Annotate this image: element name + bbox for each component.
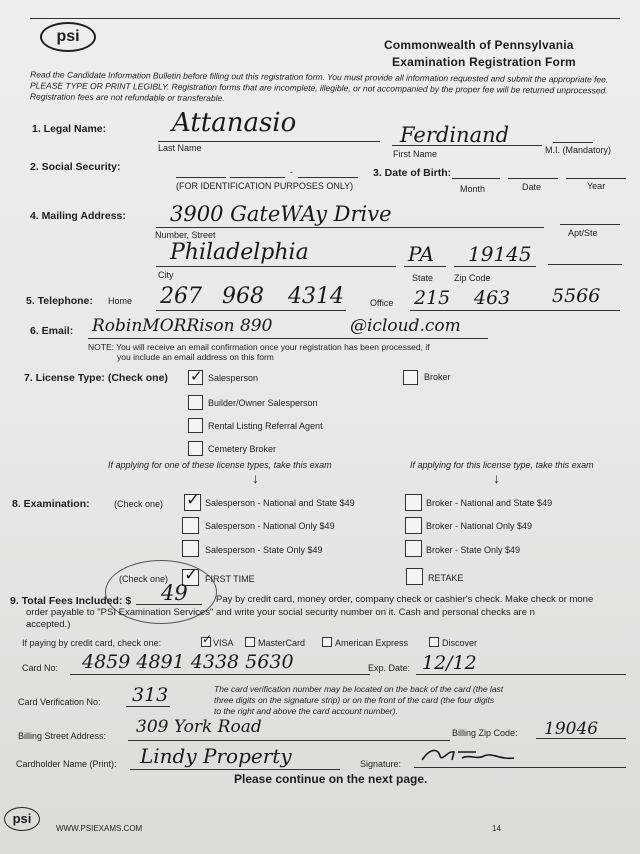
first-time-label: FIRST TIME: [205, 574, 255, 584]
fees-text-3: accepted.): [26, 619, 71, 630]
exam-option-sales-state: Salesperson - State Only $49: [205, 545, 323, 555]
home-prefix: 968: [222, 284, 264, 309]
salesperson-checkbox[interactable]: ✓: [190, 367, 203, 385]
cardholder-value: Lindy Property: [140, 744, 292, 768]
first-name-value: Ferdinand: [400, 123, 510, 147]
retake-checkbox[interactable]: [406, 568, 423, 585]
license-option-broker: Broker: [424, 372, 451, 382]
state-value: PA: [408, 242, 435, 266]
first-name-sublabel: First Name: [393, 149, 438, 159]
fees-text-1: Pay by credit card, money order, company check or cashier's check. Make check or mone: [216, 594, 594, 605]
exam-option-broker-national: Broker - National Only $49: [426, 521, 533, 531]
exam-check-one: (Check one): [114, 499, 164, 509]
email-note-1: NOTE: You will receive an email confirmation once your registration has been processed, if: [88, 342, 430, 352]
apt-sublabel: Apt/Ste: [568, 228, 598, 238]
street-line: [156, 227, 544, 228]
license-note-right: If applying for this license type, take this exam: [410, 460, 594, 470]
cemetery-checkbox[interactable]: [188, 441, 203, 456]
license-option-builder: Builder/Owner Salesperson: [208, 398, 318, 408]
exam-broker-state-checkbox[interactable]: [405, 540, 422, 557]
city-line: [156, 266, 396, 267]
zip-sublabel: Zip Code: [454, 273, 491, 283]
last-name-line: [158, 141, 380, 142]
home-label: Home: [108, 296, 133, 306]
last-name-sublabel: Last Name: [158, 143, 202, 153]
broker-checkbox[interactable]: [403, 370, 418, 385]
exp-line: [416, 674, 626, 675]
credit-card-label: If paying by credit card, check one:: [22, 638, 162, 648]
ssn-dash-1: -: [290, 167, 293, 177]
exam-option-sales-national: Salesperson - National Only $49: [205, 521, 335, 531]
first-time-checkbox[interactable]: ✓: [184, 565, 199, 585]
zip-line: [454, 266, 536, 267]
dob-date-label: Date: [522, 182, 542, 192]
exp-value: 12/12: [422, 652, 477, 674]
dob-label: 3. Date of Birth:: [373, 167, 452, 179]
dob-year-label: Year: [587, 181, 606, 191]
cvv-value: 313: [132, 684, 169, 706]
continue-note: Please continue on the next page.: [234, 772, 428, 786]
exam-option-broker-national-state: Broker - National and State $49: [426, 498, 553, 508]
fees-label: 9. Total Fees Included: $: [10, 595, 132, 607]
email-line: [88, 338, 488, 339]
mi-sublabel: M.I. (Mandatory): [545, 145, 612, 155]
signature-scribble: [418, 744, 528, 768]
first-name-line: [392, 145, 542, 146]
card-no-label: Card No:: [22, 663, 59, 673]
email-domain-value: @icloud.com: [350, 316, 461, 336]
street-value: 3900 GateWAy Drive: [170, 202, 392, 226]
email-user-value: RobinMORRison 890: [92, 316, 273, 336]
signature-line: [414, 767, 626, 768]
office-prefix: 463: [474, 287, 511, 309]
page-number: 14: [492, 824, 501, 833]
dob-month-line: [452, 178, 500, 179]
form-title-line1: Commonwealth of Pennsylvania: [384, 38, 574, 52]
amex-checkbox[interactable]: [322, 637, 332, 647]
mastercard-checkbox[interactable]: [245, 637, 255, 647]
dob-year-line: [566, 178, 626, 179]
rental-checkbox[interactable]: [188, 418, 203, 433]
billing-address-line: [128, 740, 450, 741]
home-area: 267: [160, 284, 202, 309]
card-option-discover: Discover: [442, 638, 478, 648]
billing-zip-value: 19046: [544, 719, 599, 739]
card-no-value: 4859 4891 4338 5630: [82, 651, 294, 673]
office-area: 215: [414, 287, 451, 309]
billing-address-value: 309 York Road: [136, 717, 262, 737]
city-value: Philadelphia: [170, 240, 309, 265]
cvv-note-1: The card verification number may be located on the back of the card (the last: [214, 684, 504, 694]
exp-label: Exp. Date:: [368, 663, 411, 673]
license-option-salesperson: Salesperson: [208, 373, 259, 383]
ssn-line-2: [230, 177, 285, 178]
arrow-down-icon: ↓: [252, 470, 259, 486]
address-label: 4. Mailing Address:: [30, 210, 126, 222]
exam-sales-national-checkbox[interactable]: [182, 517, 199, 534]
state-line: [404, 266, 446, 267]
last-name-value: Attanasio: [172, 108, 297, 138]
exam-broker-national-checkbox[interactable]: [405, 517, 422, 534]
card-option-visa: VISA: [213, 638, 234, 648]
office-phone-line: [410, 310, 620, 311]
dob-month-label: Month: [460, 184, 486, 194]
fees-amount: 49: [161, 581, 188, 605]
office-line: 5566: [552, 285, 601, 307]
exam-sales-state-checkbox[interactable]: [182, 540, 199, 557]
cardholder-line: [130, 769, 340, 770]
exam-option-broker-state: Broker - State Only $49: [426, 545, 521, 555]
fees-line: [136, 604, 202, 605]
builder-checkbox[interactable]: [188, 395, 203, 410]
license-label: 7. License Type: (Check one): [24, 372, 168, 384]
attempt-check-one: (Check one): [119, 574, 169, 584]
license-option-rental: Rental Listing Referral Agent: [208, 421, 323, 431]
mi-line: [553, 142, 593, 143]
ssn-line-1: [176, 177, 226, 178]
home-line: 4314: [288, 284, 344, 309]
telephone-label: 5. Telephone:: [26, 295, 93, 307]
discover-checkbox[interactable]: [429, 637, 439, 647]
arrow-down-icon: ↓: [493, 470, 500, 486]
cvv-line: [126, 706, 170, 707]
city-sublabel: City: [158, 270, 174, 280]
license-option-cemetery: Cemetery Broker: [208, 444, 277, 454]
top-rule: [30, 18, 620, 19]
instructions: Read the Candidate Information Bulletin before filling out this registration form. You must provide all information requested and submit the appropriate fee. PLEASE TYPE OR PRINT LEGIBLY. Registration forms that are incomplete, illegible, or not accompanied by the proper fee will be returned unprocessed. Registration fees are not refundable or transferable.: [29, 69, 609, 104]
card-option-amex: American Express: [335, 638, 409, 648]
card-no-line: [70, 674, 370, 675]
billing-zip-label: Billing Zip Code:: [452, 728, 518, 738]
email-note-2: you include an email address on this form: [117, 352, 274, 362]
zip-plus-line: [548, 264, 622, 265]
email-label: 6. Email:: [30, 325, 74, 337]
office-label: Office: [370, 298, 394, 308]
fees-text-2: order payable to "PSI Examination Services" and write your social security number on it. Cash and personal checks are n: [26, 607, 535, 618]
exam-broker-national-state-checkbox[interactable]: [405, 494, 422, 511]
footer-url[interactable]: WWW.PSIEXAMS.COM: [56, 824, 143, 833]
state-sublabel: State: [412, 273, 434, 283]
ssn-note: (FOR IDENTIFICATION PURPOSES ONLY): [176, 181, 354, 191]
cvv-note-2: three digits on the signature strip) or on the front of the card (the four digits: [214, 695, 495, 705]
billing-address-label: Billing Street Address:: [18, 731, 107, 741]
form-title-line2: Examination Registration Form: [392, 55, 576, 69]
legal-name-label: 1. Legal Name:: [32, 123, 107, 135]
footer-psi-logo: psi: [4, 807, 40, 831]
card-option-mastercard: MasterCard: [258, 638, 306, 648]
retake-label: RETAKE: [428, 573, 464, 583]
cvv-note-3: to the right and above the card account number).: [214, 706, 398, 716]
license-note-left: If applying for one of these license types, take this exam: [108, 460, 332, 470]
exam-label: 8. Examination:: [12, 498, 90, 510]
psi-logo: psi: [40, 22, 96, 52]
exam-option-sales-national-state: Salesperson - National and State $49: [205, 498, 355, 508]
apt-line: [560, 224, 620, 225]
visa-checkbox[interactable]: ✓: [202, 632, 213, 646]
signature-label: Signature:: [360, 759, 402, 769]
cardholder-label: Cardholder Name (Print):: [16, 759, 117, 769]
dob-date-line: [508, 178, 558, 179]
home-phone-line: [156, 310, 346, 311]
zip-value: 19145: [468, 242, 532, 266]
street-sublabel: Number, Street: [155, 230, 216, 240]
ssn-label: 2. Social Security:: [30, 161, 121, 173]
billing-zip-line: [536, 738, 626, 739]
cvv-label: Card Verification No:: [18, 697, 101, 707]
exam-sales-national-state-checkbox[interactable]: ✓: [186, 490, 201, 510]
ssn-line-3: [298, 177, 358, 178]
